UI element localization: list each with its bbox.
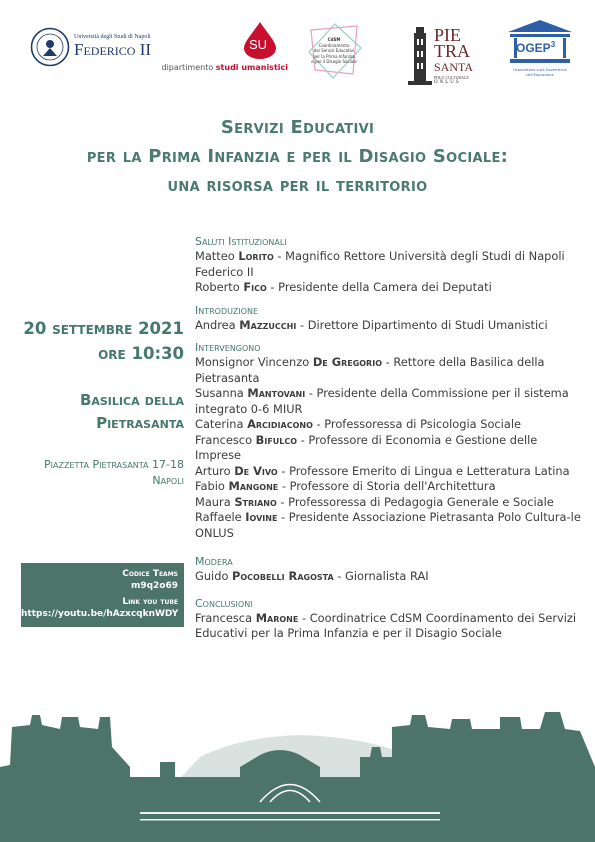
ogep-text: OGEP <box>516 41 551 55</box>
section-head: Introduzione <box>195 303 259 317</box>
dsu-text-a: dipartimento <box>161 63 216 72</box>
section-head: Modera <box>195 555 233 568</box>
ogep-sup: 3 <box>550 40 556 49</box>
unina-seal-icon <box>30 27 70 67</box>
cdsm-line-4: e per il Disagio Sociale <box>311 59 357 65</box>
dsu-logo <box>161 20 288 75</box>
section-head: Saluti Istituzionali <box>195 235 287 248</box>
ogep-sub: Osservatorio sulla Governance dell'Educazione <box>513 68 567 77</box>
section-head: Intervengono <box>195 341 261 354</box>
cdsm-line-3: per la Prima Infanzia <box>313 53 355 59</box>
speaker: Roberto Fico - Presidente della Camera dei Deputati <box>195 280 492 294</box>
venue-line-1: Basilica della <box>79 391 184 409</box>
event-time: ore 10:30 <box>98 344 184 363</box>
youtube-link[interactable]: https://youtu.be/hAzxcqknWDY <box>21 609 179 619</box>
venue-city: Napoli <box>152 474 184 487</box>
title-line-3: una risorsa per il territorio <box>167 175 428 196</box>
teams-code[interactable]: m9q2o69 <box>130 581 178 591</box>
city-silhouette <box>0 712 595 842</box>
dsu-mark: SU <box>249 37 268 52</box>
cdsm-line-1: Coordinamento <box>318 42 350 48</box>
unina-small-text: Università degli Studi di Napoli <box>74 34 151 40</box>
speaker: Monsignor Vincenzo De Gregorio - Rettore della Basilica della Pietrasanta <box>195 355 545 385</box>
event-date: 20 settembre 2021 <box>23 319 184 338</box>
cdsm-logo <box>305 22 363 80</box>
event-title <box>0 113 595 200</box>
venue-address: Piazzetta Pietrasanta 17-18 <box>44 458 184 471</box>
speaker: Andrea Mazzucchi - Direttore Dipartimento di Studi Umanistici <box>195 317 548 332</box>
section-head: Conclusioni <box>195 596 253 610</box>
venue-line-2: Pietrasanta <box>96 414 184 432</box>
section-conclusioni <box>195 597 583 642</box>
speaker: Raffaele Iovine - Presidente Associazione Pietrasanta Polo Cultura-le ONLUS <box>195 510 581 540</box>
speaker: Arturo De Vivo - Professore Emerito di Lingua e Letteratura Latina <box>195 463 570 478</box>
speaker: Maura Striano - Professoressa di Pedagogia Generale e Sociale <box>195 494 554 509</box>
cdsm-line-0: CdSM <box>327 37 341 43</box>
unina-big-text: Federico II <box>74 40 152 59</box>
dsu-text-b: studi umanistici <box>215 63 288 72</box>
youtube-label: Link you tube <box>122 597 178 607</box>
speaker: Guido Pocobelli Ragosta - Giornalista RAI <box>195 569 429 583</box>
pietrasanta-logo <box>408 24 476 88</box>
pietrasanta-text-3: SANTA <box>434 59 474 74</box>
speaker: Francesca Marone - Coordinatrice CdSM Coordinamento dei Servizi Educativi per la Prima Infanzia e per il Disagio Sociale <box>195 610 577 640</box>
unina-logo <box>30 26 165 68</box>
teams-info-box <box>21 563 184 627</box>
ogep-logo <box>500 18 580 90</box>
speaker: Matteo Lorito - Magnifico Rettore Università degli Studi di Napoli Federico II <box>195 249 565 279</box>
speaker: Caterina Arcidiacono - Professoressa di Psicologia Sociale <box>195 417 522 431</box>
section-saluti <box>195 235 583 296</box>
title-line-1: Servizi Educativi <box>220 117 375 138</box>
speaker: Fabio Mangone - Professore di Storia dell'Architettura <box>195 479 496 493</box>
bell-tower-icon <box>408 25 432 87</box>
cdsm-line-2: dei Servizi Educativi <box>313 48 355 54</box>
pietrasanta-sub-1: POLO CULTURALE <box>434 74 469 80</box>
title-line-2: per la Prima Infanzia e per il Disagio Sociale: <box>86 146 509 167</box>
section-introduzione <box>195 304 583 334</box>
section-modera <box>195 555 583 585</box>
teams-code-label: Codice Teams <box>122 569 178 579</box>
speaker: Susanna Mantovani - Presidente della Commissione per il sistema integrato 0-6 MIUR <box>195 386 569 416</box>
pietrasanta-text-1: PIE <box>434 24 461 45</box>
section-intervengono <box>195 341 583 541</box>
pietrasanta-sub-2: ONLUS <box>434 79 461 85</box>
pietrasanta-text-2: TRA <box>434 40 470 61</box>
naples-skyline-illustration <box>0 707 595 842</box>
speaker: Francesco Bifulco - Professore di Economia e Gestione delle Imprese <box>195 432 538 462</box>
program <box>195 235 583 650</box>
